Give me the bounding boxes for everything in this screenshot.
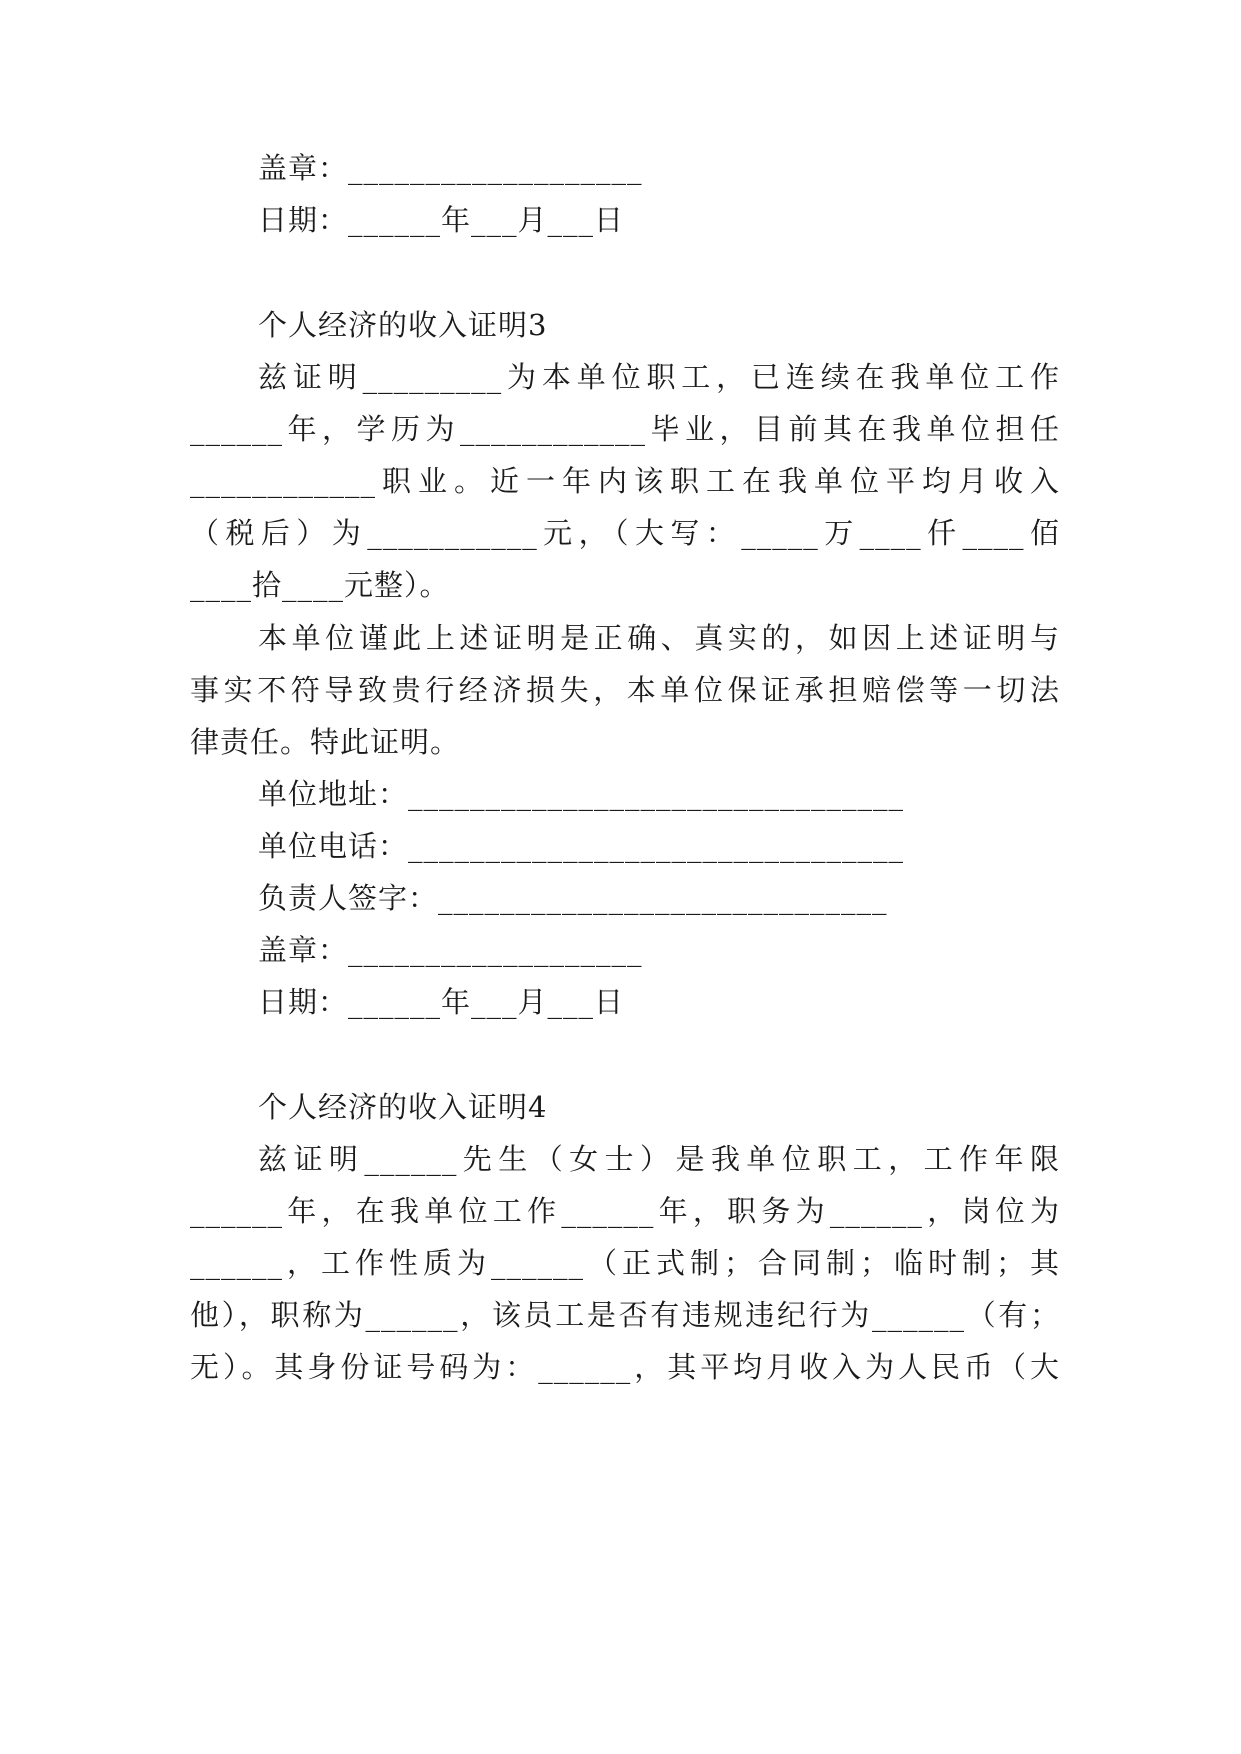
body-line: ______年，学历为____________毕业，目前其在我单位担任: [190, 412, 1060, 446]
seal-line: 盖章：___________________: [258, 933, 643, 967]
body-line: ______，工作性质为______（正式制；合同制；临时制；其: [190, 1246, 1060, 1280]
section-title: 个人经济的收入证明3: [258, 308, 548, 342]
body-line: 兹证明______先生（女士）是我单位职工，工作年限: [258, 1142, 1060, 1176]
body-line: 他），职称为______，该员工是否有违规违纪行为______（有；: [190, 1298, 1060, 1332]
body-line: 无）。其身份证号码为：______，其平均月收入为人民币（大: [190, 1350, 1060, 1384]
statement-line: 本单位谨此上述证明是正确、真实的，如因上述证明与: [258, 621, 1060, 655]
address-line: 单位地址：________________________________: [258, 777, 905, 811]
date-line: 日期：______年___月___日: [258, 985, 625, 1019]
seal-line: 盖章：___________________: [258, 151, 643, 185]
signature-line: 负责人签字：_____________________________: [258, 881, 888, 915]
body-line: ____拾____元整）。: [190, 568, 450, 602]
body-line: （税后）为___________元，（大写：_____万____仟____佰: [190, 516, 1060, 550]
body-line: 兹证明_________为本单位职工，已连续在我单位工作: [258, 360, 1060, 394]
phone-line: 单位电话：________________________________: [258, 829, 905, 863]
section-title: 个人经济的收入证明4: [258, 1090, 548, 1124]
body-line: ______年，在我单位工作______年，职务为______，岗位为: [190, 1194, 1060, 1228]
date-line: 日期：______年___月___日: [258, 203, 625, 237]
statement-line: 事实不符导致贵行经济损失，本单位保证承担赔偿等一切法: [190, 673, 1060, 707]
statement-line: 律责任。特此证明。: [190, 725, 461, 759]
body-line: ____________职业。近一年内该职工在我单位平均月收入: [190, 464, 1060, 498]
